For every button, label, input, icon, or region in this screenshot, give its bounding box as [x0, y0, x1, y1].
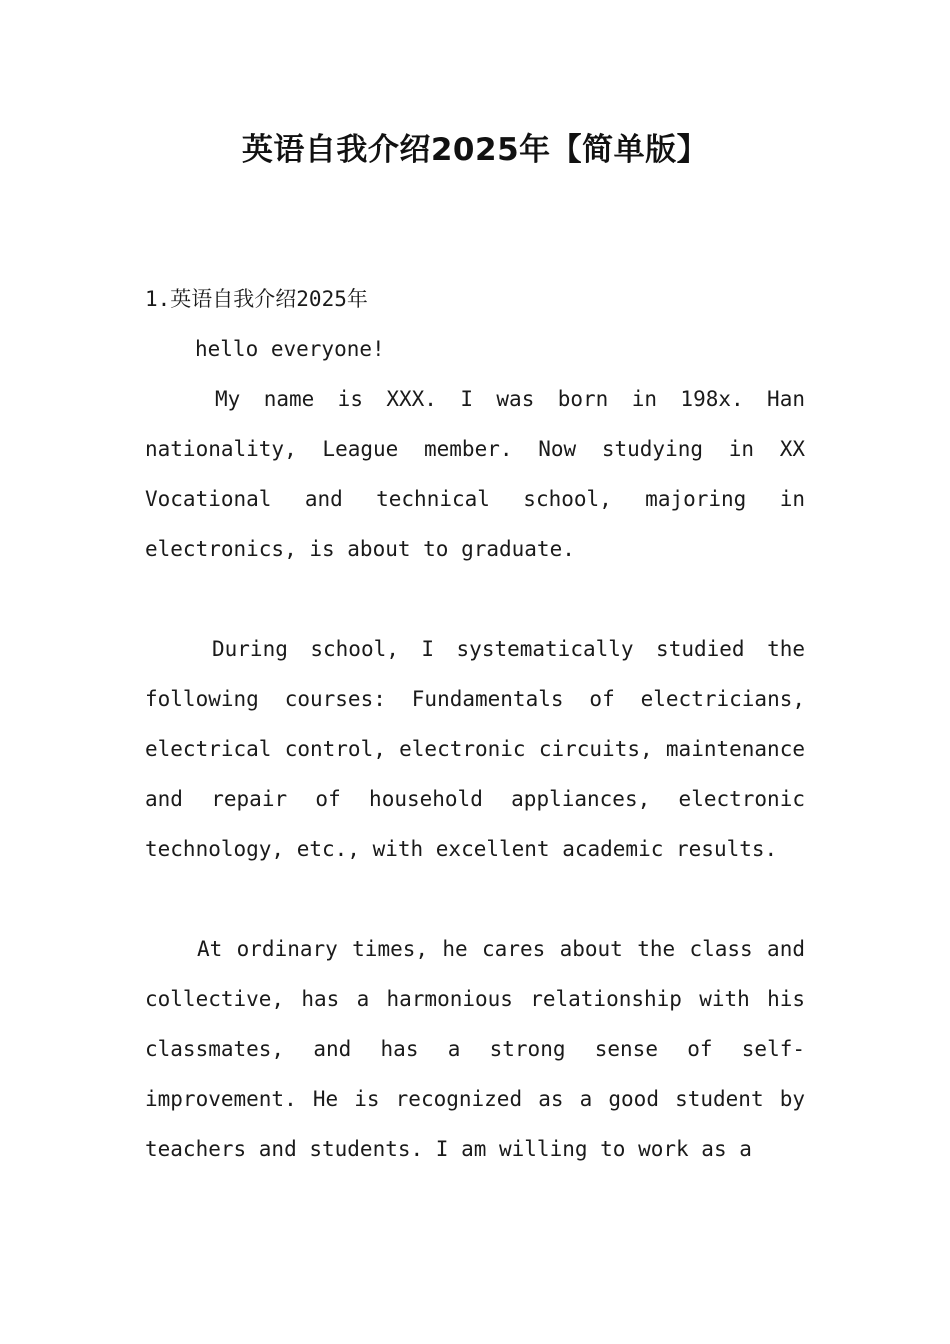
paragraph-spacer	[145, 574, 805, 624]
document-body	[145, 274, 805, 1174]
paragraph-spacer	[145, 874, 805, 924]
paragraph-introduction: My name is XXX. I was born in 198x. Han nationality, League member. Now studying in XX Vocational and technical school, majoring in electronics, is about to graduate.	[145, 387, 805, 561]
paragraph-character: At ordinary times, he cares about the class and collective, has a harmonious relationship with his classmates, and has a strong sense of self-improvement. He is recognized as a good student by teachers and students. I am willing to work as a	[145, 937, 805, 1161]
document-title: 英语自我介绍2025年【简单版】	[241, 132, 709, 168]
greeting-line: hello everyone!	[195, 337, 385, 361]
section-heading: 1.英语自我介绍2025年	[145, 287, 368, 311]
paragraph-courses: During school, I systematically studied the following courses: Fundamentals of electricians, electrical control, electronic circuits, maintenance and repair of household appliances, electronic technology, etc., with excellent academic results.	[145, 637, 805, 861]
